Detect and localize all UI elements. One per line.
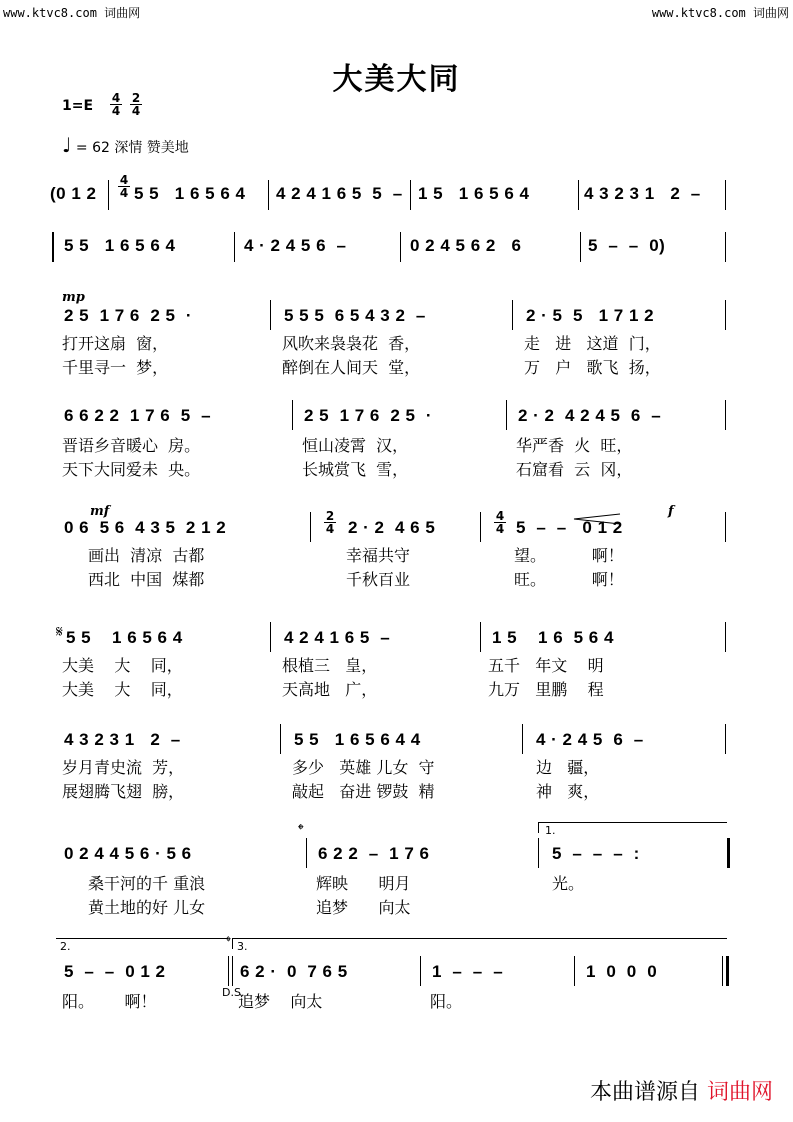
barline — [232, 956, 233, 986]
tempo-marking — [62, 133, 189, 157]
lyric: 辉映 明月 — [316, 874, 411, 893]
measure: 1 5 1 6 5 6 4 — [418, 184, 530, 203]
coda-icon: 𝄌 — [298, 820, 304, 839]
dynamic-f: f — [668, 504, 674, 519]
lyric: 追梦 向太 — [316, 898, 411, 917]
lyric: 千里寻一 梦， — [62, 358, 169, 377]
lyric: 阳。 啊！ — [62, 992, 157, 1011]
lyric: 石窟看 云 冈， — [516, 460, 633, 479]
ds-mark: D.S. — [222, 986, 245, 999]
measure: 1 0 0 0 — [586, 962, 658, 981]
lyric: 风吹来袅袅花 香， — [282, 334, 421, 353]
barline — [725, 300, 726, 330]
measure: 0 2 4 4 5 6 · 5 6 — [64, 844, 192, 863]
measure: 2 5 1 7 6 2 5 · — [64, 306, 193, 325]
measure: 2 · 2 4 6 5 — [348, 518, 436, 537]
barline — [410, 180, 411, 210]
barline — [725, 232, 726, 262]
barline — [280, 724, 281, 754]
repeat-end — [727, 838, 730, 868]
lyric: 阳。 — [430, 992, 463, 1011]
measure: 5 – – 0 1 2 — [64, 962, 166, 981]
watermark-right: www.ktvc8.com 词曲网 — [651, 6, 789, 20]
lyric: 神 爽， — [536, 782, 600, 801]
lyric: 西北 中国 煤都 — [88, 570, 205, 589]
measure: 5 5 1 6 5 6 4 4 — [294, 730, 421, 749]
barline — [480, 512, 481, 542]
lyric: 天下大同爱未 央。 — [62, 460, 201, 479]
coda-icon: 𝄌 — [226, 934, 231, 950]
measure: 5 – – – : — [552, 844, 640, 863]
barline — [725, 512, 726, 542]
measure: 6 2 · 0 7 6 5 — [240, 962, 348, 981]
barline — [722, 956, 723, 986]
tempo-expression: 深情 赞美地 — [114, 140, 189, 156]
barline — [268, 180, 269, 210]
lyric: 桑干河的千 重浪 — [88, 874, 206, 893]
lyric: 万 户 歌飞 扬， — [524, 358, 661, 377]
barline — [420, 956, 421, 986]
lyric: 大美 大 同， — [62, 680, 183, 699]
measure: 5 5 1 6 5 6 4 — [64, 236, 176, 255]
measure: 4 · 2 4 5 6 – — [244, 236, 347, 255]
measure: 2 · 5 5 1 7 1 2 — [526, 306, 655, 325]
measure: 4 3 2 3 1 2 – — [64, 730, 181, 749]
lyric: 幸福共守 — [346, 546, 411, 565]
time-sig-inline: $\frac{4}{4}$ — [495, 509, 505, 536]
lyric: 多少 英雄 儿女 守 — [292, 758, 435, 777]
time-sig-2: $\frac{2}{4}$ — [131, 91, 141, 118]
lyric: 华严香 火 旺， — [516, 436, 633, 455]
measure: 2 5 1 7 6 2 5 · — [304, 406, 433, 425]
footer-credit — [590, 1075, 773, 1106]
footer-brand[interactable]: 词曲网 — [706, 1080, 773, 1105]
measure: 1 – – – — [432, 962, 504, 981]
barline — [270, 300, 271, 330]
barline — [234, 232, 235, 262]
barline — [512, 300, 513, 330]
measure: 5 – – 0 1 2 — [516, 518, 623, 537]
barline — [725, 724, 726, 754]
lyric: 展翅腾飞翅 膀， — [62, 782, 185, 801]
lyric: 千秋百业 — [346, 570, 411, 589]
lyric: 五千 年文 明 — [488, 656, 604, 675]
key-signature: 1=E — [62, 98, 94, 114]
time-sig-inline: $\frac{2}{4}$ — [325, 509, 335, 536]
segno-icon: 𝄋 — [56, 622, 63, 641]
dynamic-mp: mp — [62, 290, 85, 305]
lyric: 望。 啊！ — [514, 546, 624, 565]
barline — [108, 180, 109, 210]
measure: 1 5 1 6 5 6 4 — [492, 628, 614, 647]
measure: 4 2 4 1 6 5 – — [284, 628, 391, 647]
lyric: 大美 大 同， — [62, 656, 183, 675]
barline — [270, 622, 271, 652]
measure: 4 3 2 3 1 2 – — [584, 184, 701, 203]
lyric: 打开这扇 窗， — [62, 334, 169, 353]
measure: (0 1 2 — [50, 184, 97, 203]
quarter-note-icon: ♩ — [62, 133, 72, 157]
lyric: 晋语乡音暖心 房。 — [62, 436, 201, 455]
barline — [310, 512, 311, 542]
barline — [580, 232, 581, 262]
barline — [538, 838, 539, 868]
measure: 4 · 2 4 5 6 – — [536, 730, 644, 749]
barline — [522, 724, 523, 754]
watermark-left: www.ktvc8.com 词曲网 — [3, 6, 141, 20]
lyric: 天高地 广， — [282, 680, 378, 699]
measure: 0 2 4 5 6 2 6 — [410, 236, 522, 255]
dynamic-mf: mf — [90, 504, 110, 519]
measure: 5 5 1 6 5 6 4 — [66, 628, 183, 647]
final-barline — [726, 956, 729, 986]
page-title: 大美大同 — [332, 62, 461, 97]
lyric: 旺。 啊！ — [514, 570, 624, 589]
volta-bracket-1: 1. — [538, 822, 727, 833]
barline — [480, 622, 481, 652]
lyric: 黄土地的好 儿女 — [88, 898, 206, 917]
tempo-value: = 62 — [75, 140, 110, 156]
measure: 5 5 5 6 5 4 3 2 – — [284, 306, 426, 325]
lyric: 光。 — [552, 874, 585, 893]
barline — [574, 956, 575, 986]
lyric: 敲起 奋进 锣鼓 精 — [292, 782, 435, 801]
barline — [725, 622, 726, 652]
measure: 5 – – 0) — [588, 236, 666, 255]
lyric: 长城赏飞 雪， — [302, 460, 409, 479]
lyric: 九万 里鹏 程 — [488, 680, 604, 699]
measure: 6 2 2 – 1 7 6 — [318, 844, 430, 863]
measure: 5 5 1 6 5 6 4 — [134, 184, 246, 203]
time-sig-1: $\frac{4}{4}$ — [111, 91, 121, 118]
barline — [578, 180, 579, 210]
measure: 0 6 5 6 4 3 5 2 1 2 — [64, 518, 227, 537]
lyric: 根植三 皇， — [282, 656, 378, 675]
barline — [306, 838, 307, 868]
lyric: 边 疆， — [536, 758, 600, 777]
measure: 6 6 2 2 1 7 6 5 – — [64, 406, 212, 425]
barline — [292, 400, 293, 430]
footer-prefix: 本曲谱源自 — [589, 1080, 700, 1105]
barline — [725, 400, 726, 430]
lyric: 醉倒在人间天 堂， — [282, 358, 421, 377]
lyric: 岁月青史流 芳， — [62, 758, 185, 777]
barline — [506, 400, 507, 430]
measure: 4 2 4 1 6 5 5 – — [276, 184, 403, 203]
crescendo-hairpin — [572, 513, 622, 525]
time-sig-inline: $\frac{4}{4}$ — [119, 173, 129, 200]
barline — [400, 232, 401, 262]
barline — [725, 180, 726, 210]
lyric: 走 进 这道 门， — [524, 334, 661, 353]
repeat-start — [52, 232, 54, 262]
lyric: 恒山凌霄 汉， — [302, 436, 409, 455]
volta-bracket-3: 3. — [232, 938, 727, 949]
lyric: 画出 清凉 古都 — [88, 546, 205, 565]
lyric: 追梦 向太 — [238, 992, 323, 1011]
barline — [228, 956, 229, 986]
measure: 2 · 2 4 2 4 5 6 – — [518, 406, 662, 425]
volta-bracket-2: 2. — [56, 938, 228, 949]
